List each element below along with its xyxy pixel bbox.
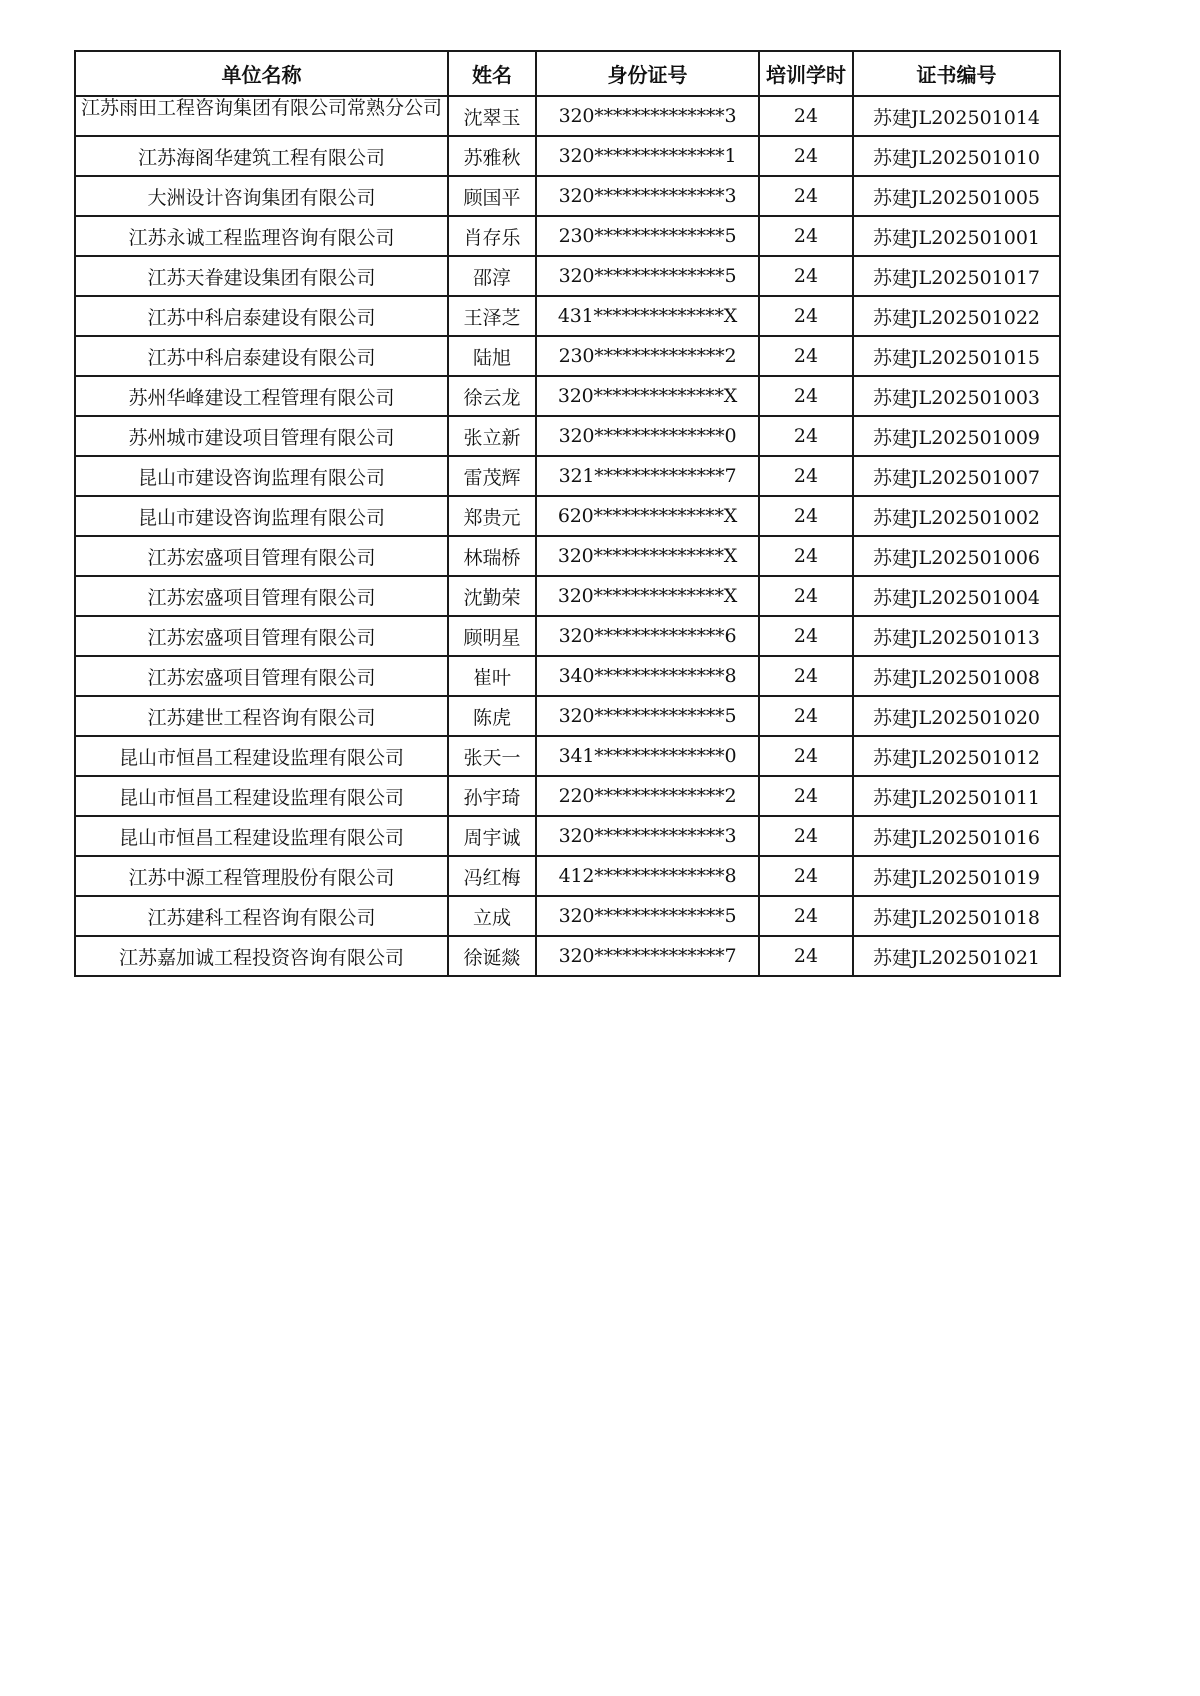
cell-name: 崔叶 xyxy=(448,656,536,696)
cell-hours: 24 xyxy=(759,656,853,696)
table-row xyxy=(75,696,1060,736)
cell-unit: 江苏建世工程咨询有限公司 xyxy=(75,696,448,736)
cell-name: 苏雅秋 xyxy=(448,136,536,176)
table-row xyxy=(75,496,1060,536)
cell-hours: 24 xyxy=(759,496,853,536)
cell-name: 孙宇琦 xyxy=(448,776,536,816)
cell-name: 林瑞桥 xyxy=(448,536,536,576)
cell-hours: 24 xyxy=(759,96,853,136)
cell-hours: 24 xyxy=(759,536,853,576)
cell-unit: 江苏建科工程咨询有限公司 xyxy=(75,896,448,936)
cell-unit: 苏州城市建设项目管理有限公司 xyxy=(75,416,448,456)
cell-hours: 24 xyxy=(759,176,853,216)
cell-id-number: 320**************0 xyxy=(536,416,759,456)
cell-id-number: 230**************5 xyxy=(536,216,759,256)
table-row xyxy=(75,416,1060,456)
cell-id-number: 230**************2 xyxy=(536,336,759,376)
cell-cert-no: 苏建JL202501009 xyxy=(853,416,1060,456)
cell-cert-no: 苏建JL202501014 xyxy=(853,96,1060,136)
cell-cert-no: 苏建JL202501012 xyxy=(853,736,1060,776)
cell-cert-no: 苏建JL202501020 xyxy=(853,696,1060,736)
cell-cert-no: 苏建JL202501002 xyxy=(853,496,1060,536)
cell-hours: 24 xyxy=(759,136,853,176)
cell-cert-no: 苏建JL202501006 xyxy=(853,536,1060,576)
table-row xyxy=(75,96,1060,136)
cell-name: 冯红梅 xyxy=(448,856,536,896)
cell-cert-no: 苏建JL202501016 xyxy=(853,816,1060,856)
table-row xyxy=(75,536,1060,576)
cell-unit: 江苏中科启泰建设有限公司 xyxy=(75,296,448,336)
cell-cert-no: 苏建JL202501004 xyxy=(853,576,1060,616)
cell-name: 王泽芝 xyxy=(448,296,536,336)
table-row xyxy=(75,256,1060,296)
header-unit: 单位名称 xyxy=(75,51,448,96)
cell-cert-no: 苏建JL202501003 xyxy=(853,376,1060,416)
cell-hours: 24 xyxy=(759,856,853,896)
cell-id-number: 620**************X xyxy=(536,496,759,536)
cell-id-number: 412**************8 xyxy=(536,856,759,896)
cell-id-number: 320**************5 xyxy=(536,696,759,736)
table-row xyxy=(75,896,1060,936)
cell-unit: 江苏雨田工程咨询集团有限公司常熟分公司 xyxy=(75,96,448,136)
table-row xyxy=(75,456,1060,496)
cell-hours: 24 xyxy=(759,736,853,776)
cell-cert-no: 苏建JL202501017 xyxy=(853,256,1060,296)
cell-unit: 江苏海阁华建筑工程有限公司 xyxy=(75,136,448,176)
table-row xyxy=(75,296,1060,336)
cell-hours: 24 xyxy=(759,696,853,736)
cell-id-number: 320**************5 xyxy=(536,896,759,936)
cell-name: 顾国平 xyxy=(448,176,536,216)
cell-unit: 江苏宏盛项目管理有限公司 xyxy=(75,656,448,696)
cell-name: 陈虎 xyxy=(448,696,536,736)
cell-cert-no: 苏建JL202501011 xyxy=(853,776,1060,816)
table-row xyxy=(75,376,1060,416)
table-row xyxy=(75,216,1060,256)
cell-cert-no: 苏建JL202501008 xyxy=(853,656,1060,696)
cell-unit: 昆山市建设咨询监理有限公司 xyxy=(75,456,448,496)
cell-cert-no: 苏建JL202501007 xyxy=(853,456,1060,496)
cell-unit: 昆山市建设咨询监理有限公司 xyxy=(75,496,448,536)
table-row xyxy=(75,856,1060,896)
cell-name: 沈勤荣 xyxy=(448,576,536,616)
cell-name: 沈翠玉 xyxy=(448,96,536,136)
cell-unit: 大洲设计咨询集团有限公司 xyxy=(75,176,448,216)
cell-unit: 昆山市恒昌工程建设监理有限公司 xyxy=(75,816,448,856)
cell-hours: 24 xyxy=(759,776,853,816)
table-row xyxy=(75,336,1060,376)
cell-cert-no: 苏建JL202501005 xyxy=(853,176,1060,216)
cell-name: 雷茂辉 xyxy=(448,456,536,496)
cell-name: 徐诞燚 xyxy=(448,936,536,976)
cell-cert-no: 苏建JL202501010 xyxy=(853,136,1060,176)
cell-id-number: 341**************0 xyxy=(536,736,759,776)
cell-unit: 江苏宏盛项目管理有限公司 xyxy=(75,536,448,576)
cell-hours: 24 xyxy=(759,576,853,616)
header-row xyxy=(75,51,1060,96)
cell-hours: 24 xyxy=(759,896,853,936)
table-row xyxy=(75,136,1060,176)
cell-unit: 昆山市恒昌工程建设监理有限公司 xyxy=(75,776,448,816)
cell-id-number: 320**************3 xyxy=(536,96,759,136)
cell-hours: 24 xyxy=(759,216,853,256)
table-row xyxy=(75,176,1060,216)
cell-id-number: 431**************X xyxy=(536,296,759,336)
cell-name: 陆旭 xyxy=(448,336,536,376)
header-hours: 培训学时 xyxy=(759,51,853,96)
cell-id-number: 220**************2 xyxy=(536,776,759,816)
table-row xyxy=(75,736,1060,776)
cell-cert-no: 苏建JL202501001 xyxy=(853,216,1060,256)
cell-id-number: 320**************7 xyxy=(536,936,759,976)
cell-unit: 江苏中源工程管理股份有限公司 xyxy=(75,856,448,896)
cell-cert-no: 苏建JL202501021 xyxy=(853,936,1060,976)
table-row xyxy=(75,616,1060,656)
cell-id-number: 340**************8 xyxy=(536,656,759,696)
cell-name: 邵淳 xyxy=(448,256,536,296)
cell-unit: 江苏宏盛项目管理有限公司 xyxy=(75,616,448,656)
cell-hours: 24 xyxy=(759,936,853,976)
cell-hours: 24 xyxy=(759,256,853,296)
cell-unit: 江苏永诚工程监理咨询有限公司 xyxy=(75,216,448,256)
header-cert-no: 证书编号 xyxy=(853,51,1060,96)
cell-unit: 江苏天眷建设集团有限公司 xyxy=(75,256,448,296)
table-row xyxy=(75,576,1060,616)
cell-hours: 24 xyxy=(759,296,853,336)
cell-hours: 24 xyxy=(759,376,853,416)
cell-hours: 24 xyxy=(759,816,853,856)
cell-name: 立成 xyxy=(448,896,536,936)
cell-name: 张立新 xyxy=(448,416,536,456)
cell-unit: 江苏中科启泰建设有限公司 xyxy=(75,336,448,376)
cell-cert-no: 苏建JL202501018 xyxy=(853,896,1060,936)
table-body xyxy=(75,96,1060,976)
cell-name: 张天一 xyxy=(448,736,536,776)
cell-id-number: 320**************X xyxy=(536,536,759,576)
cell-id-number: 320**************5 xyxy=(536,256,759,296)
cell-id-number: 321**************7 xyxy=(536,456,759,496)
table-row xyxy=(75,816,1060,856)
cell-id-number: 320**************3 xyxy=(536,176,759,216)
cell-cert-no: 苏建JL202501019 xyxy=(853,856,1060,896)
cell-unit: 昆山市恒昌工程建设监理有限公司 xyxy=(75,736,448,776)
cell-id-number: 320**************3 xyxy=(536,816,759,856)
cell-unit: 苏州华峰建设工程管理有限公司 xyxy=(75,376,448,416)
cell-hours: 24 xyxy=(759,616,853,656)
header-id-number: 身份证号 xyxy=(536,51,759,96)
cell-hours: 24 xyxy=(759,456,853,496)
cell-id-number: 320**************6 xyxy=(536,616,759,656)
cell-name: 周宇诚 xyxy=(448,816,536,856)
cell-name: 郑贵元 xyxy=(448,496,536,536)
cell-cert-no: 苏建JL202501022 xyxy=(853,296,1060,336)
header-name: 姓名 xyxy=(448,51,536,96)
cell-id-number: 320**************X xyxy=(536,576,759,616)
table-row xyxy=(75,936,1060,976)
training-roster-table xyxy=(74,50,1061,977)
cell-id-number: 320**************1 xyxy=(536,136,759,176)
cell-hours: 24 xyxy=(759,336,853,376)
cell-unit: 江苏宏盛项目管理有限公司 xyxy=(75,576,448,616)
cell-unit: 江苏嘉加诚工程投资咨询有限公司 xyxy=(75,936,448,976)
table-row xyxy=(75,776,1060,816)
table-row xyxy=(75,656,1060,696)
cell-id-number: 320**************X xyxy=(536,376,759,416)
cell-name: 肖存乐 xyxy=(448,216,536,256)
cell-name: 徐云龙 xyxy=(448,376,536,416)
cell-cert-no: 苏建JL202501013 xyxy=(853,616,1060,656)
cell-hours: 24 xyxy=(759,416,853,456)
cell-cert-no: 苏建JL202501015 xyxy=(853,336,1060,376)
cell-name: 顾明星 xyxy=(448,616,536,656)
